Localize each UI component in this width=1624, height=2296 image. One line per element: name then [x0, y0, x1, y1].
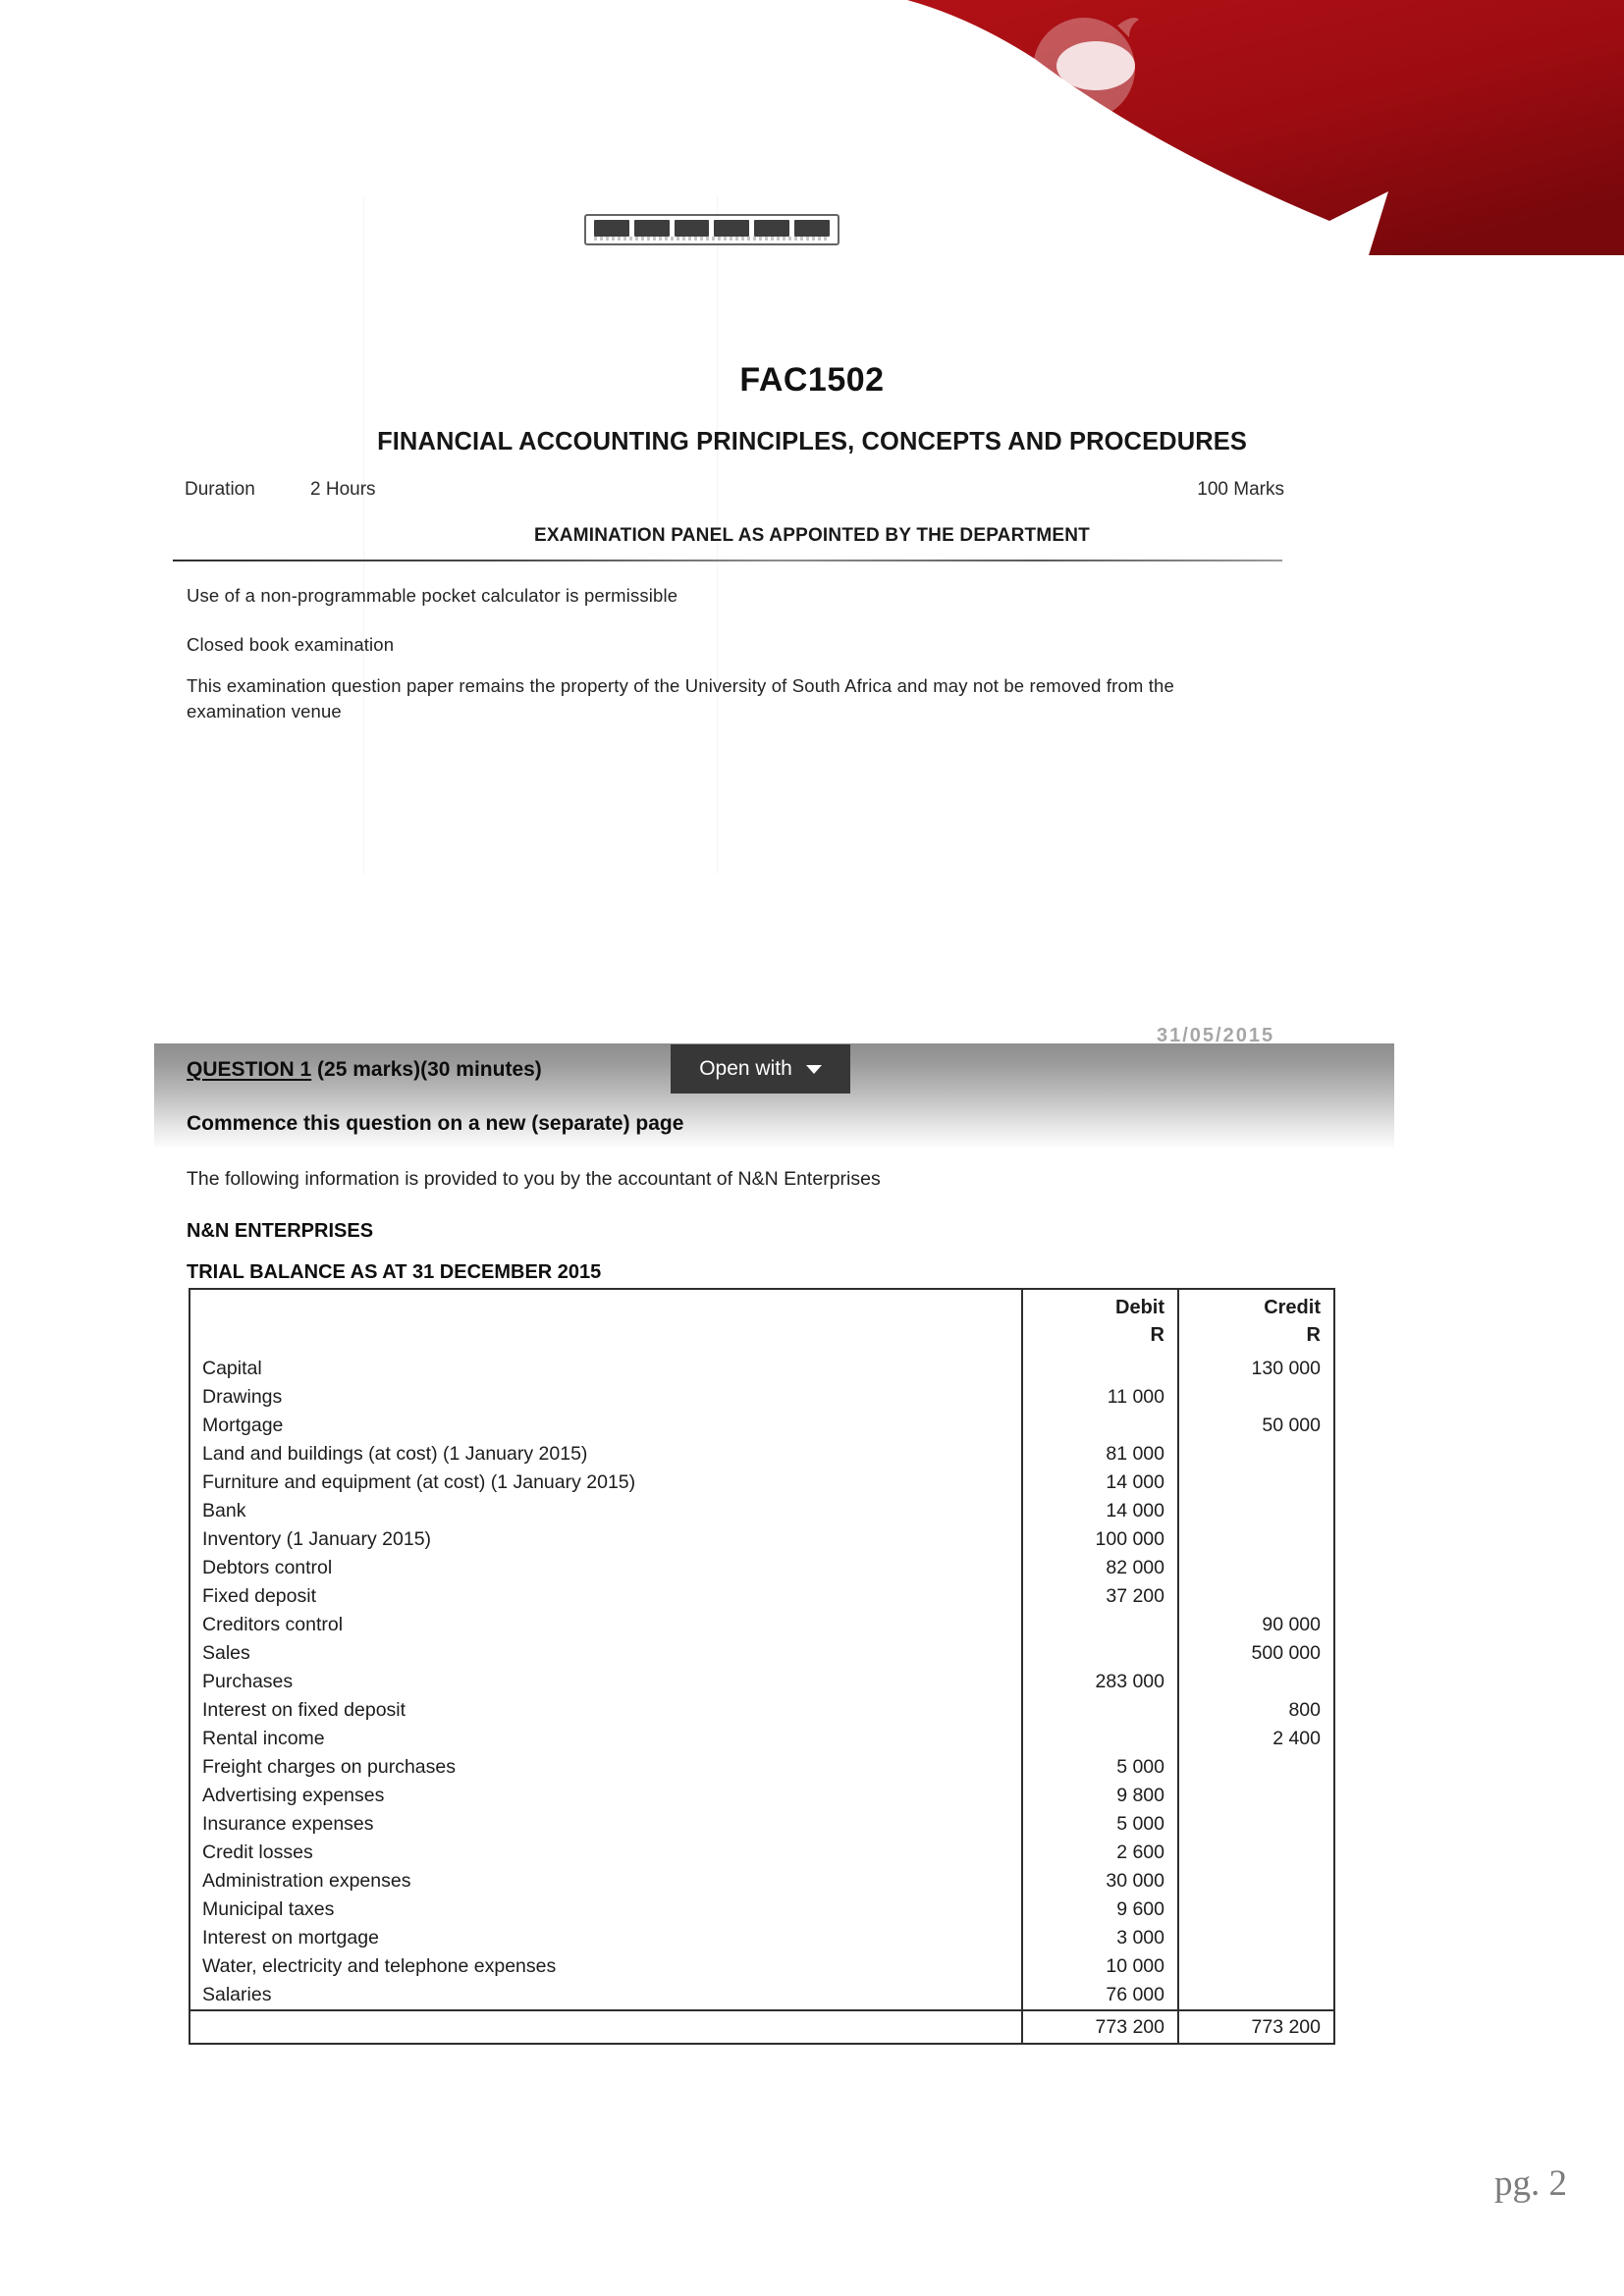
instruction-calculator: Use of a non-programmable pocket calculator is permissible — [187, 585, 678, 606]
cell-credit — [1178, 1582, 1334, 1611]
commence-instruction: Commence this question on a new (separate) page — [187, 1112, 684, 1135]
instruction-closed-book: Closed book examination — [187, 634, 395, 655]
cell-debit: 283 000 — [1022, 1668, 1178, 1696]
cell-debit: 11 000 — [1022, 1383, 1178, 1412]
cell-debit: 9 800 — [1022, 1782, 1178, 1810]
entity-name: N&N ENTERPRISES — [187, 1220, 374, 1242]
table-row — [189, 1668, 1334, 1696]
cell-description: Purchases — [202, 1671, 294, 1692]
open-with-button[interactable] — [671, 1044, 850, 1094]
exam-meta-row — [185, 479, 1284, 505]
cell-debit: 5 000 — [1022, 1753, 1178, 1782]
instruction-property: This examination question paper remains the property of the University of South Africa and may not be removed from the examination venue — [187, 675, 1174, 721]
cell-description: Fixed deposit — [202, 1585, 316, 1607]
credit-currency: R — [1306, 1324, 1321, 1346]
cell-credit: 500 000 — [1178, 1639, 1334, 1668]
cell-debit: 9 600 — [1022, 1896, 1178, 1924]
table-row — [189, 1412, 1334, 1440]
cell-credit — [1178, 1383, 1334, 1412]
cell-debit: 2 600 — [1022, 1839, 1178, 1867]
cell-description: Debtors control — [202, 1557, 333, 1578]
cell-debit — [1022, 1696, 1178, 1725]
table-row — [189, 1468, 1334, 1497]
cell-credit: 2 400 — [1178, 1725, 1334, 1753]
table-row — [189, 1696, 1334, 1725]
cell-description: Mortgage — [202, 1415, 284, 1436]
cell-credit: 90 000 — [1178, 1611, 1334, 1639]
cell-credit — [1178, 1952, 1334, 1981]
cell-description: Credit losses — [202, 1842, 313, 1863]
table-row — [189, 1782, 1334, 1810]
clipped-date-text: 31/05/2015 — [1157, 1025, 1275, 1044]
question-intro: The following information is provided to you by the accountant of N&N Enterprises — [187, 1168, 881, 1190]
cell-debit: 81 000 — [1022, 1440, 1178, 1468]
cell-description: Municipal taxes — [202, 1898, 335, 1920]
trial-balance-table — [189, 1288, 1335, 2045]
cell-credit — [1178, 1867, 1334, 1896]
cell-description: Rental income — [202, 1728, 325, 1749]
cell-credit: 50 000 — [1178, 1412, 1334, 1440]
table-header-row — [189, 1289, 1334, 1355]
table-body — [189, 1355, 1334, 2044]
cell-description: Freight charges on purchases — [202, 1756, 456, 1778]
question-label: QUESTION 1 — [187, 1058, 312, 1081]
cell-description: Land and buildings (at cost) (1 January 2015) — [202, 1443, 588, 1465]
cell-debit: 10 000 — [1022, 1952, 1178, 1981]
table-row — [189, 1582, 1334, 1611]
column-header-debit — [1022, 1289, 1178, 1355]
debit-currency: R — [1150, 1324, 1164, 1346]
duration-label: Duration — [185, 479, 255, 500]
cell-description: Capital — [202, 1358, 262, 1379]
cell-description: Furniture and equipment (at cost) (1 January 2015) — [202, 1471, 636, 1493]
question-heading — [187, 1058, 542, 1082]
cell-debit: 82 000 — [1022, 1554, 1178, 1582]
table-row — [189, 1924, 1334, 1952]
cell-description: Administration expenses — [202, 1870, 411, 1892]
cell-description: Advertising expenses — [202, 1785, 385, 1806]
table-row — [189, 1525, 1334, 1554]
cell-debit: 14 000 — [1022, 1468, 1178, 1497]
table-head — [189, 1289, 1334, 1355]
cell-description: Interest on fixed deposit — [202, 1699, 406, 1721]
cell-debit: 30 000 — [1022, 1867, 1178, 1896]
cell-debit — [1022, 1355, 1178, 1383]
cell-debit: 100 000 — [1022, 1525, 1178, 1554]
cell-credit — [1178, 1839, 1334, 1867]
cell-description: Inventory (1 January 2015) — [202, 1528, 432, 1550]
horizontal-divider — [173, 560, 1282, 561]
cell-credit — [1178, 1497, 1334, 1525]
cell-debit — [1022, 1725, 1178, 1753]
cell-credit: 130 000 — [1178, 1355, 1334, 1383]
cell-debit: 5 000 — [1022, 1810, 1178, 1839]
table-row — [189, 1952, 1334, 1981]
cell-totals-debit: 773 200 — [1022, 2010, 1178, 2044]
cell-description: Interest on mortgage — [202, 1927, 379, 1949]
cell-description: Drawings — [202, 1386, 283, 1408]
cell-debit — [1022, 1611, 1178, 1639]
cell-credit: 800 — [1178, 1696, 1334, 1725]
cell-totals-description — [189, 2010, 1022, 2044]
cell-description: Water, electricity and telephone expenses — [202, 1955, 557, 1977]
examination-panel-line: EXAMINATION PANEL AS APPOINTED BY THE DEPARTMENT — [534, 525, 1090, 546]
cell-description: Bank — [202, 1500, 246, 1522]
cell-description: Insurance expenses — [202, 1813, 374, 1835]
cell-credit — [1178, 1924, 1334, 1952]
cell-debit — [1022, 1412, 1178, 1440]
table-row — [189, 1839, 1334, 1867]
cell-totals-credit: 773 200 — [1178, 2010, 1334, 2044]
table-row — [189, 1497, 1334, 1525]
cell-credit — [1178, 1753, 1334, 1782]
cell-debit: 14 000 — [1022, 1497, 1178, 1525]
table-row — [189, 1554, 1334, 1582]
table-row — [189, 1611, 1334, 1639]
cell-debit: 37 200 — [1022, 1582, 1178, 1611]
module-code: FAC1502 — [739, 361, 885, 399]
cell-credit — [1178, 1440, 1334, 1468]
cell-credit — [1178, 1782, 1334, 1810]
table-row — [189, 1810, 1334, 1839]
cell-debit: 76 000 — [1022, 1981, 1178, 2010]
cell-description: Creditors control — [202, 1614, 344, 1635]
total-marks: 100 Marks — [1197, 479, 1284, 500]
table-row — [189, 1896, 1334, 1924]
cell-credit — [1178, 1468, 1334, 1497]
cell-credit — [1178, 1896, 1334, 1924]
table-row — [189, 1440, 1334, 1468]
open-with-label: Open with — [699, 1057, 792, 1080]
barcode-bars — [594, 220, 830, 237]
table-row — [189, 1725, 1334, 1753]
cell-description: Sales — [202, 1642, 250, 1664]
barcode — [584, 214, 839, 245]
cell-credit — [1178, 1525, 1334, 1554]
credit-label: Credit — [1264, 1297, 1321, 1318]
column-header-credit — [1178, 1289, 1334, 1355]
question-marks-time: (25 marks)(30 minutes) — [311, 1058, 542, 1081]
table-row — [189, 1639, 1334, 1668]
cell-description: Salaries — [202, 1984, 272, 2005]
table-row — [189, 1355, 1334, 1383]
cell-debit — [1022, 1639, 1178, 1668]
page-number: pg. 2 — [1494, 2163, 1567, 2204]
page-title: FINANCIAL ACCOUNTING PRINCIPLES, CONCEPTS AND PROCEDURES — [377, 428, 1247, 455]
trial-balance-title: TRIAL BALANCE AS AT 31 DECEMBER 2015 — [187, 1261, 602, 1283]
table-totals-row — [189, 2010, 1334, 2044]
column-header-description — [189, 1289, 1022, 1355]
cell-credit — [1178, 1554, 1334, 1582]
table-row — [189, 1981, 1334, 2010]
table-row — [189, 1383, 1334, 1412]
barcode-caption — [594, 237, 830, 240]
cell-credit — [1178, 1668, 1334, 1696]
table-row — [189, 1867, 1334, 1896]
cell-credit — [1178, 1981, 1334, 2010]
duration-value: 2 Hours — [310, 479, 376, 500]
table-row — [189, 1753, 1334, 1782]
debit-label: Debit — [1115, 1297, 1164, 1318]
chevron-down-icon — [806, 1065, 822, 1074]
cell-debit: 3 000 — [1022, 1924, 1178, 1952]
cell-credit — [1178, 1810, 1334, 1839]
